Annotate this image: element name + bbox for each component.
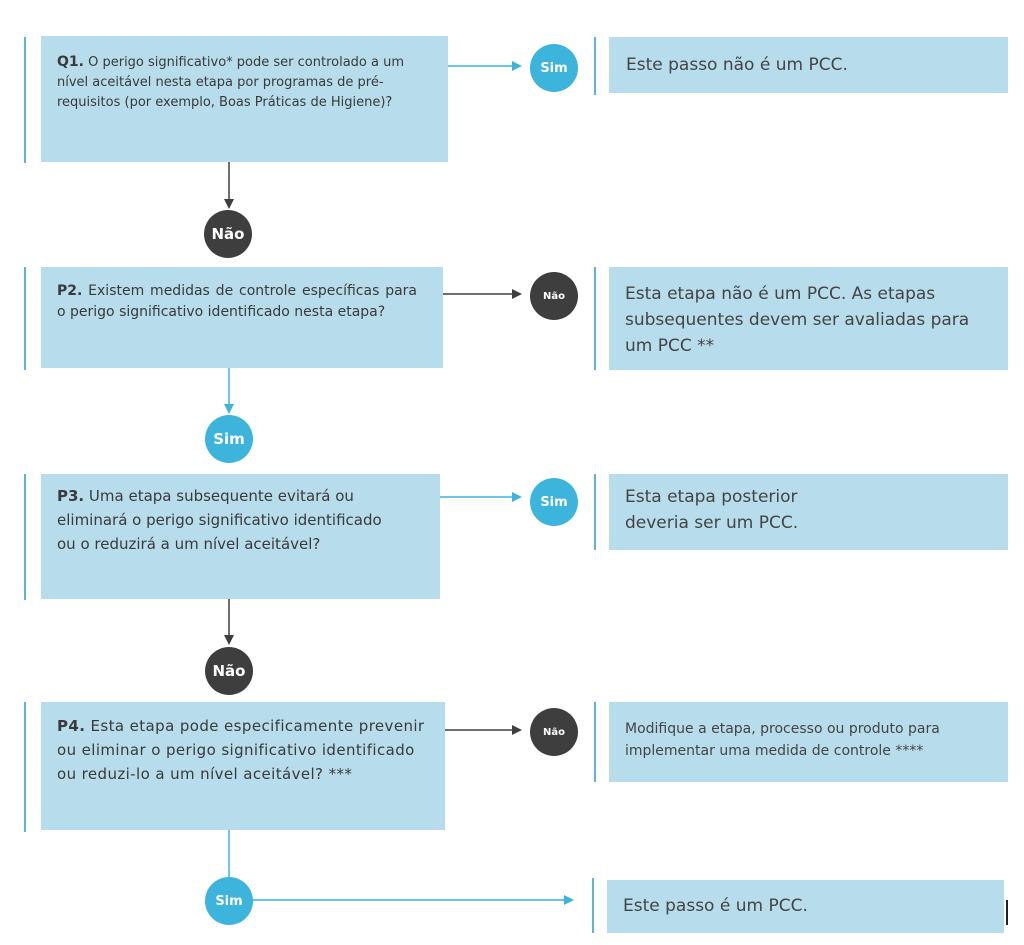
result-box-p3 xyxy=(609,474,1008,550)
result-q1-text: Este passo não é um PCC. xyxy=(626,55,848,75)
question-box-q1 xyxy=(41,36,448,162)
question-box-p3 xyxy=(41,474,440,599)
accent-bar-q1 xyxy=(24,37,26,163)
text-cursor xyxy=(1006,900,1008,925)
answer-p3-no: Não xyxy=(205,647,253,695)
question-p3-text xyxy=(57,484,402,556)
accent-bar-p4 xyxy=(24,702,26,832)
result-box-final xyxy=(607,880,1004,933)
question-q1-body: O perigo significativo* pode ser controlado a um nível aceitável nesta etapa por programas de pré-requisitos (por exemplo, Boas Práticas de Higiene)? xyxy=(57,55,405,110)
result-box-q1 xyxy=(609,37,1008,93)
question-p3-body: Uma etapa subsequente evitará ou eliminará o perigo significativo identificado ou o reduzirá a um nível aceitável? xyxy=(57,487,382,553)
answer-p2-no: Não xyxy=(530,272,578,320)
question-box-p2 xyxy=(41,267,443,368)
accent-bar-p3 xyxy=(24,474,26,600)
answer-p3-yes: Sim xyxy=(530,478,578,526)
answer-p4-yes: Sim xyxy=(205,877,253,925)
answer-q1-yes: Sim xyxy=(530,44,578,92)
result-box-p2 xyxy=(609,267,1008,370)
answer-p4-no: Não xyxy=(530,708,578,756)
question-p4-id: P4. xyxy=(57,717,86,735)
question-box-p4 xyxy=(41,702,445,830)
question-p2-body: Existem medidas de controle específicas para o perigo significativo identificado nesta etapa? xyxy=(57,283,418,320)
answer-p2-yes: Sim xyxy=(205,415,253,463)
accent-bar-p2 xyxy=(24,267,26,370)
question-p3-id: P3. xyxy=(57,487,85,505)
question-q1-id: Q1. xyxy=(57,54,84,70)
question-p2-id: P2. xyxy=(57,283,83,299)
accent-bar-r2 xyxy=(594,267,596,370)
accent-bar-r1 xyxy=(594,37,596,95)
result-final-text: Este passo é um PCC. xyxy=(623,896,808,916)
question-q1-text xyxy=(57,52,437,113)
result-p4-text: Modifique a etapa, processo ou produto para implementar uma medida de controle **** xyxy=(625,721,940,759)
accent-bar-r3 xyxy=(594,474,596,550)
question-p2-text xyxy=(57,281,417,323)
result-p2-text: Esta etapa não é um PCC. As etapas subsequentes devem ser avaliadas para um PCC ** xyxy=(625,284,970,356)
question-p4-body: Esta etapa pode especificamente prevenir ou eliminar o perigo significativo identificado ou reduzi-lo a um nível aceitável? *** xyxy=(57,717,425,783)
question-p4-text xyxy=(57,714,427,786)
accent-bar-r5 xyxy=(592,878,594,933)
accent-bar-r4 xyxy=(594,702,596,782)
result-p3-line1: Esta etapa posterior xyxy=(625,487,798,507)
result-p3-line2: deveria ser um PCC. xyxy=(625,513,799,533)
result-box-p4 xyxy=(609,702,1008,782)
answer-q1-no: Não xyxy=(204,210,252,258)
